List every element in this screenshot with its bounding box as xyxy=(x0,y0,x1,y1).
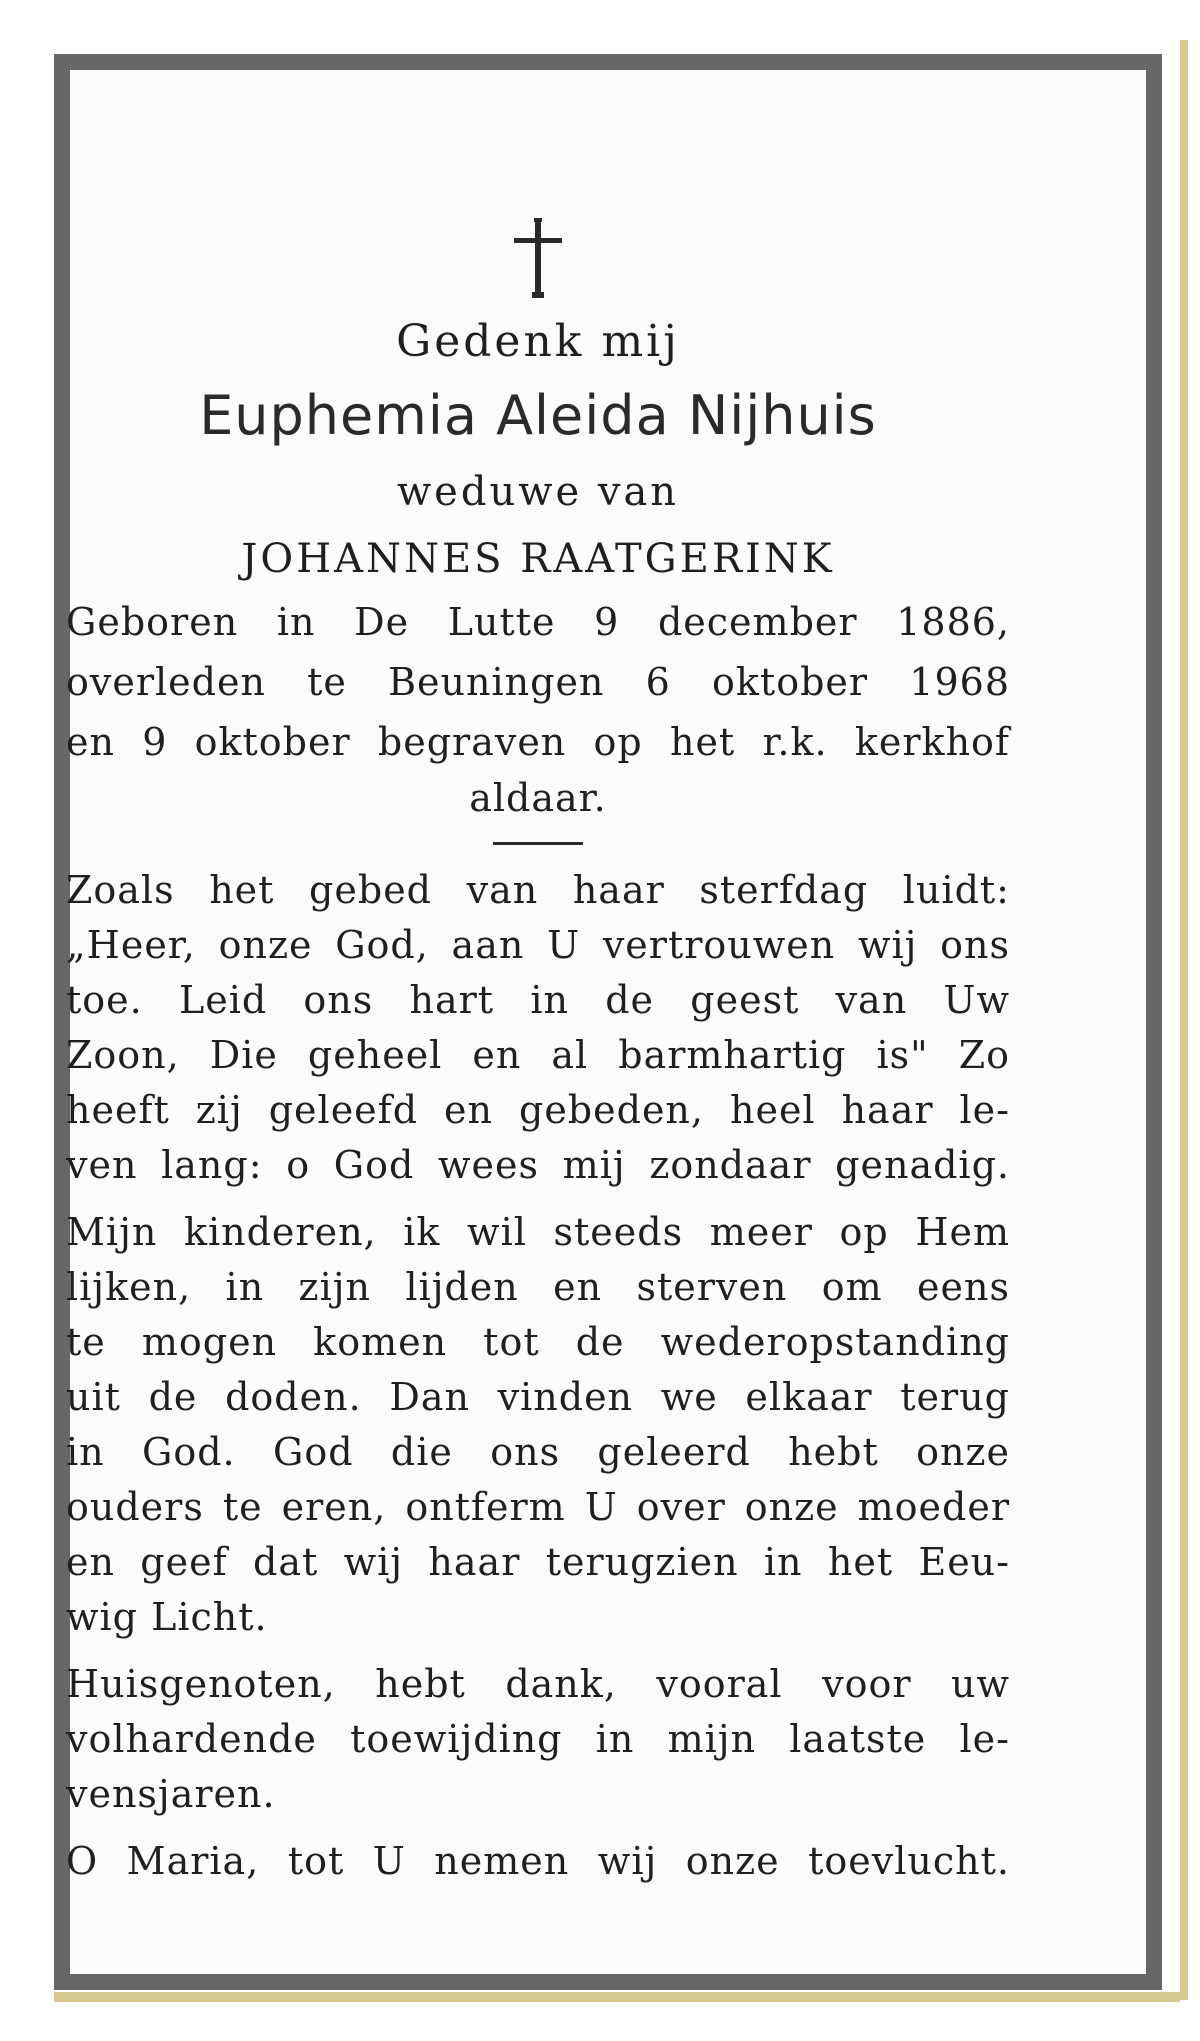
text-line: toe. Leid ons hart in de geest van Uw xyxy=(66,978,1010,1022)
text-line: Mijn kinderen, ik wil steeds meer op Hem xyxy=(66,1210,1010,1254)
paragraph-closing-prayer xyxy=(66,1834,1010,1889)
birth-death-line: Geboren in De Lutte 9 december 1886, xyxy=(66,600,1010,644)
text-line: wig Licht. xyxy=(66,1595,268,1639)
text-line: O Maria, tot U nemen wij onze toevlucht. xyxy=(66,1839,1010,1883)
birth-death-block xyxy=(66,594,1010,826)
card-header: Gedenk mij xyxy=(396,316,680,367)
card-content xyxy=(66,218,1010,1901)
paragraph-prayer xyxy=(66,863,1010,1193)
relation-text: weduwe van xyxy=(396,469,680,515)
text-line: ven lang: o God wees mij zondaar genadig. xyxy=(66,1143,1010,1187)
aged-paper-edge-bottom xyxy=(54,1992,1180,2002)
text-line: ouders te eren, ontferm U over onze moeder xyxy=(66,1485,1010,1529)
text-line: heeft zij geleefd en gebeden, heel haar le- xyxy=(66,1088,1010,1132)
husband-name: JOHANNES RAATGERINK xyxy=(241,536,835,582)
aged-paper-edge-right xyxy=(1180,40,1188,2000)
paragraph-household xyxy=(66,1657,1010,1822)
text-line: Huisgenoten, hebt dank, vooral voor uw xyxy=(66,1662,1010,1706)
divider xyxy=(493,842,583,845)
text-line: volhardende toewijding in mijn laatste le- xyxy=(66,1717,1010,1761)
text-line: „Heer, onze God, aan U vertrouwen wij ons xyxy=(66,923,1010,967)
birth-death-line: aldaar. xyxy=(469,776,607,820)
text-line: Zoon, Die geheel en al barmhartig is" Zo xyxy=(66,1033,1010,1077)
birth-death-line: en 9 oktober begraven op het r.k. kerkhof xyxy=(66,720,1010,764)
text-line: in God. God die ons geleerd hebt onze xyxy=(66,1430,1010,1474)
text-line: te mogen komen tot de wederopstanding xyxy=(66,1320,1010,1364)
text-line: en geef dat wij haar terugzien in het Eeu- xyxy=(66,1540,1010,1584)
text-line: Zoals het gebed van haar sterfdag luidt: xyxy=(66,868,1010,912)
text-line: uit de doden. Dan vinden we elkaar terug xyxy=(66,1375,1010,1419)
deceased-name: Euphemia Aleida Nijhuis xyxy=(199,384,877,447)
text-line: lijken, in zijn lijden en sterven om eens xyxy=(66,1265,1010,1309)
birth-death-line: overleden te Beuningen 6 oktober 1968 xyxy=(66,660,1010,704)
cross-icon xyxy=(508,218,568,298)
paragraph-children xyxy=(66,1205,1010,1645)
text-line: vensjaren. xyxy=(66,1772,276,1816)
